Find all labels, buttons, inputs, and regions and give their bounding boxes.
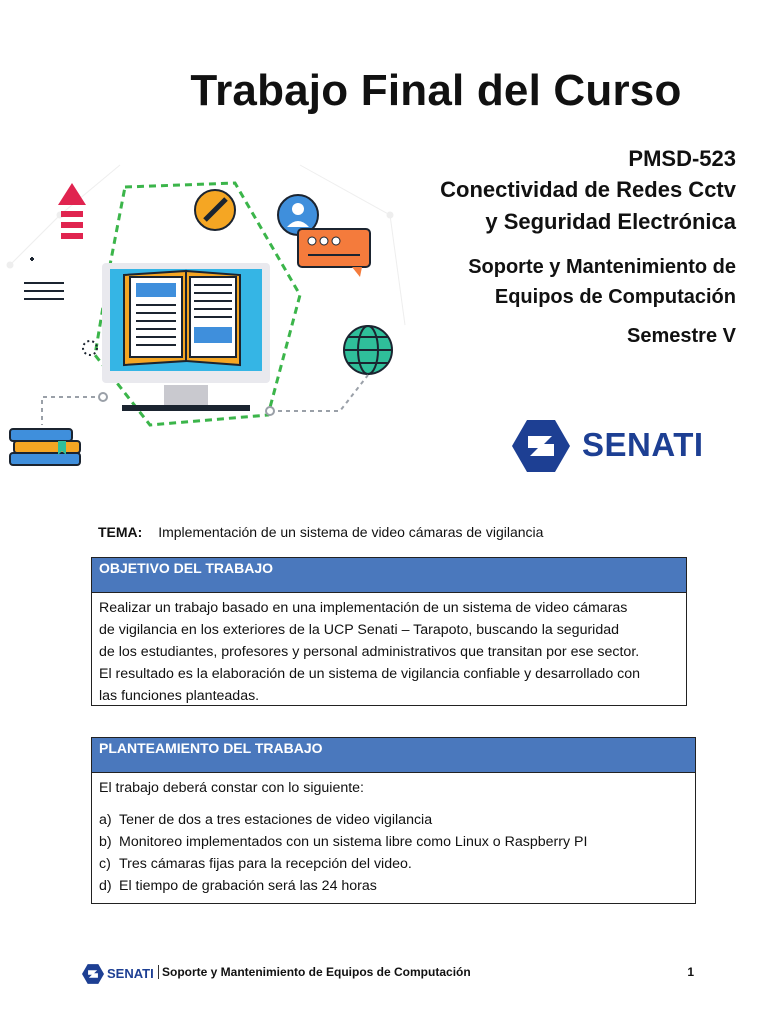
senati-logo <box>512 420 712 476</box>
text-lines-icon <box>24 257 64 299</box>
tema-label: TEMA: <box>98 524 143 540</box>
planteamiento-section <box>91 737 696 904</box>
tema-row <box>98 524 543 540</box>
pencil-icon <box>195 190 235 230</box>
senati-logo-icon <box>512 420 570 472</box>
list-item <box>99 875 688 897</box>
objetivo-line: Realizar un trabajo basado en una implementación de un sistema de video cámaras <box>99 600 628 616</box>
objetivo-heading: OBJETIVO DEL TRABAJO <box>92 558 686 593</box>
page-footer <box>82 962 696 986</box>
program-line1: Soporte y Mantenimiento de <box>468 256 736 278</box>
senati-logo-text: SENATI <box>582 426 704 463</box>
footer-logo-text: SENATI <box>107 966 154 981</box>
objetivo-line: de vigilancia en los exteriores de la UCP Senati – Tarapoto, buscando la seguridad <box>99 622 620 638</box>
planteamiento-heading: PLANTEAMIENTO DEL TRABAJO <box>92 738 695 773</box>
objetivo-line: El resultado es la elaboración de un sistema de vigilancia confiable y desarrollado con <box>99 666 641 682</box>
list-item-letter: d) <box>99 878 112 894</box>
list-item <box>99 831 688 853</box>
objetivo-line: las funciones planteadas. <box>99 688 260 704</box>
objetivo-text <box>92 593 686 705</box>
footer-text: Soporte y Mantenimiento de Equipos de Computación <box>158 965 471 979</box>
list-item-letter: a) <box>99 812 112 828</box>
books-icon <box>10 429 80 465</box>
planteamiento-body <box>92 773 695 903</box>
footer-senati-logo-icon <box>82 964 104 984</box>
page-number: 1 <box>687 965 694 979</box>
list-item-text: Tres cámaras fijas para la recepción del video. <box>119 856 412 872</box>
planteamiento-intro: El trabajo deberá constar con lo siguiente: <box>99 780 364 796</box>
chat-bubble-icon <box>298 229 370 277</box>
list-item-letter: c) <box>99 856 111 872</box>
tema-value: Implementación de un sistema de video cámaras de vigilancia <box>158 524 544 540</box>
program-line2: Equipos de Computación <box>494 286 736 308</box>
list-item <box>99 809 688 831</box>
book-icon <box>124 271 240 365</box>
elearning-illustration <box>0 125 410 485</box>
course-code: PMSD-523 <box>628 146 736 171</box>
semester: Semestre V <box>627 325 736 347</box>
list-item-letter: b) <box>99 834 112 850</box>
globe-icon <box>344 326 392 374</box>
course-name-line1: Conectividad de Redes Cctv <box>440 177 736 202</box>
course-name-line2: y Seguridad Electrónica <box>485 209 736 234</box>
objetivo-section <box>91 557 687 706</box>
list-item-text: Monitoreo implementados con un sistema libre como Linux o Raspberry PI <box>119 834 588 850</box>
document-title: Trabajo Final del Curso <box>190 66 682 115</box>
list-item-text: El tiempo de grabación será las 24 horas <box>119 878 377 894</box>
arrow-up-icon <box>58 183 86 239</box>
list-item-text: Tener de dos a tres estaciones de video vigilancia <box>119 812 433 828</box>
footer-senati-logo <box>82 964 158 984</box>
list-item <box>99 853 688 875</box>
objetivo-line: de los estudiantes, profesores y personal administrativos que transitan por ese sector. <box>99 644 640 660</box>
